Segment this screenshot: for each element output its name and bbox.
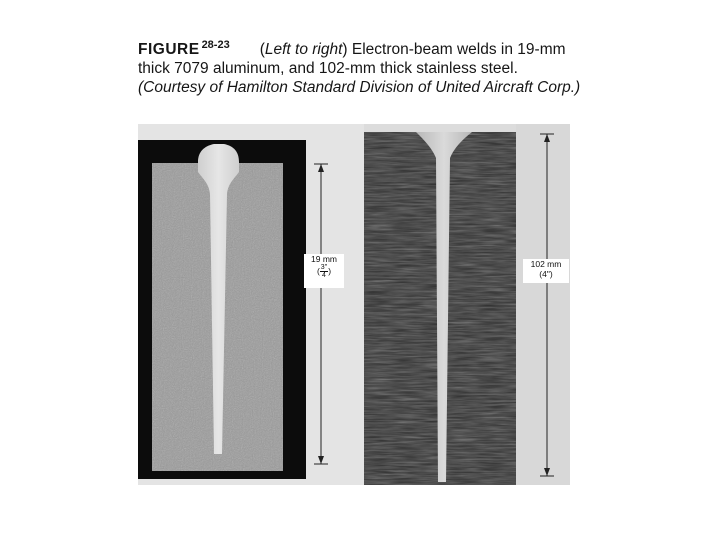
caption-text: ) Electron-beam welds in 19-mm thick 7079 aluminum, and 102-mm thick stainless steel. <box>138 41 566 77</box>
aluminum-weld-photo <box>138 124 364 485</box>
stainless-thickness-mm: 102 mm <box>530 259 562 269</box>
aluminum-weld-image <box>138 124 364 485</box>
stainless-thickness-inches: (4") <box>539 269 553 279</box>
aluminum-thickness-inches: ( $\frac{3"}{4}$ ) <box>316 264 332 279</box>
figure-number: 28-23 <box>201 39 230 51</box>
caption-italic-direction: Left to right <box>264 41 343 58</box>
figure-caption <box>138 36 588 97</box>
figure-label: FIGURE <box>138 41 200 58</box>
caption-courtesy: (Courtesy of Hamilton Standard Division of United Aircraft Corp.) <box>138 79 581 96</box>
aluminum-thickness-label <box>304 254 344 288</box>
stainless-thickness-label <box>523 259 569 283</box>
stainless-steel-weld-photo <box>364 124 570 485</box>
three-quarter-fraction: $\frac{3"}{4}$ <box>320 264 328 279</box>
aluminum-thickness-mm: 19 mm <box>311 254 337 264</box>
stainless-steel-weld-image <box>364 124 570 485</box>
caption-paren: ( <box>259 41 265 58</box>
